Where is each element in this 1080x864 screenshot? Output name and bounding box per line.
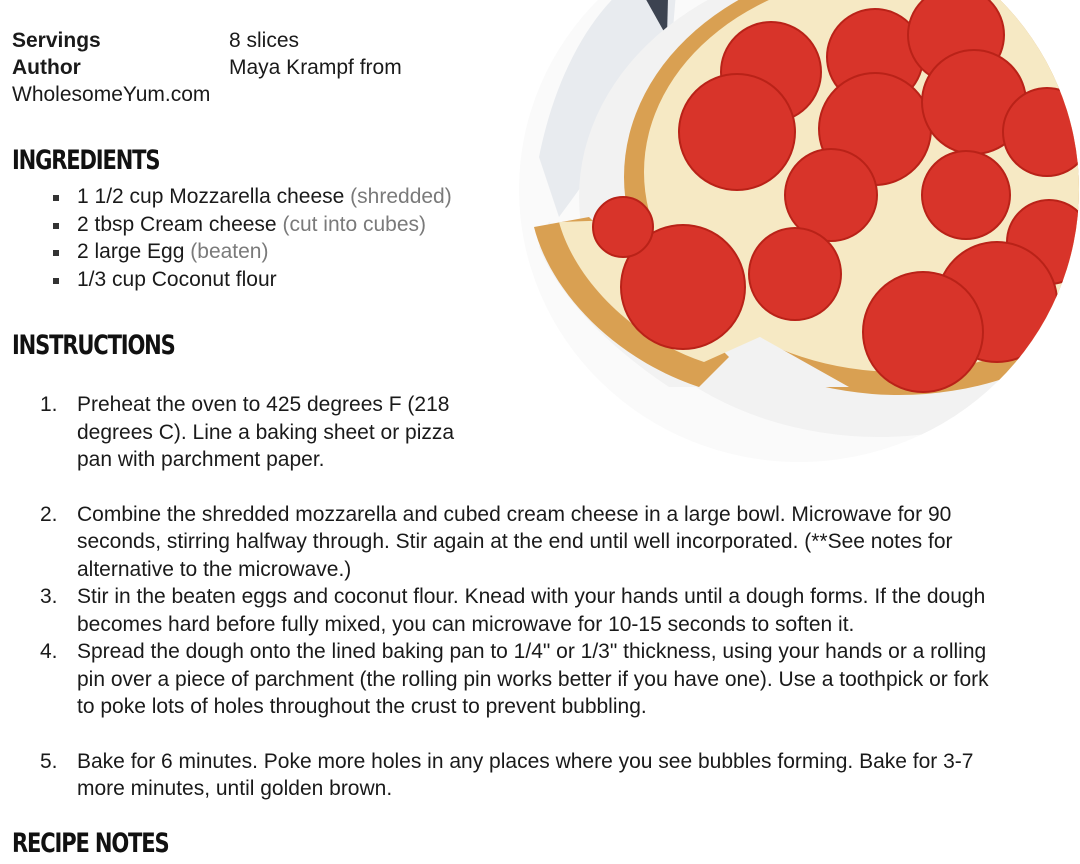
step-line: Spread the dough onto the lined baking pan to 1/4" or 1/3" thickness, using your hands or a rolling [77,640,987,663]
step-line: pan with parchment paper. [77,448,325,471]
author-label: Author [12,56,81,79]
instruction-step [40,501,1070,584]
step-text [77,748,1070,803]
step-text [77,638,1070,721]
ingredient-text: 1 1/2 cup Mozzarella cheese [77,185,345,208]
instructions-list [40,391,1070,803]
step-line: to poke lots of holes throughout the crust to prevent bubbling. [77,695,647,718]
step-line: Preheat the oven to 425 degrees F (218 [77,393,450,416]
recipe-notes-heading: RECIPE NOTES [12,828,169,859]
ingredient-item [48,266,452,294]
step-line: more minutes, until golden brown. [77,777,393,800]
ingredient-note: (beaten) [190,240,269,263]
step-line: pin over a piece of parchment (the rolling pin works better if you have one). Use a toothpick or fork [77,667,989,691]
step-line: Bake for 6 minutes. Poke more holes in any places where you see bubbles forming. Bake for 3-7 [77,749,974,773]
instruction-step [40,638,1070,721]
pepperoni-slice [749,228,841,320]
instruction-step [40,583,1070,638]
pepperoni-slice [1003,88,1079,176]
servings-value: 8 slices [229,29,300,52]
instruction-step [40,748,1070,803]
step-text [77,583,1070,638]
ingredient-text: 2 large Egg [77,240,185,263]
servings-row [12,27,402,54]
step-text [77,501,1070,584]
pepperoni-slice [593,197,653,257]
step-line: becomes hard before fully mixed, you can microwave for 10-15 seconds to soften it. [77,612,855,636]
step-number: 4. [40,640,58,663]
step-line: Stir in the beaten eggs and coconut flour. Knead with your hands until a dough forms. If the dough [77,585,986,608]
instructions-heading: INSTRUCTIONS [12,330,175,361]
step-line: Combine the shredded mozzarella and cubed cream cheese in a large bowl. Microwave for 90 [77,502,952,526]
author-value-continued: WholesomeYum.com [12,83,211,106]
pepperoni-slice [863,272,983,392]
step-line: alternative to the microwave.) [77,557,352,581]
pepperoni-slice [679,74,795,190]
ingredients-heading: INGREDIENTS [12,145,160,176]
step-number: 5. [40,749,58,773]
step-line: seconds, stirring halfway through. Stir again at the end until well incorporated. (**See notes for [77,530,953,553]
author-value: Maya Krampf from [229,56,402,79]
ingredient-item [48,238,452,266]
step-number: 3. [40,585,58,608]
ingredient-item [48,183,452,211]
author-row [12,54,402,81]
ingredients-list [48,183,452,293]
step-line: degrees C). Line a baking sheet or pizza [77,420,455,444]
ingredient-note: (cut into cubes) [282,212,427,236]
ingredient-note: (shredded) [350,185,452,208]
servings-label: Servings [12,29,101,52]
recipe-meta [12,27,402,108]
ingredient-text: 1/3 cup Coconut flour [77,267,277,291]
ingredient-item [48,211,452,239]
pepperoni-slice [922,151,1010,239]
ingredient-text: 2 tbsp Cream cheese [77,212,277,236]
step-number: 1. [40,393,58,416]
step-number: 2. [40,502,58,526]
